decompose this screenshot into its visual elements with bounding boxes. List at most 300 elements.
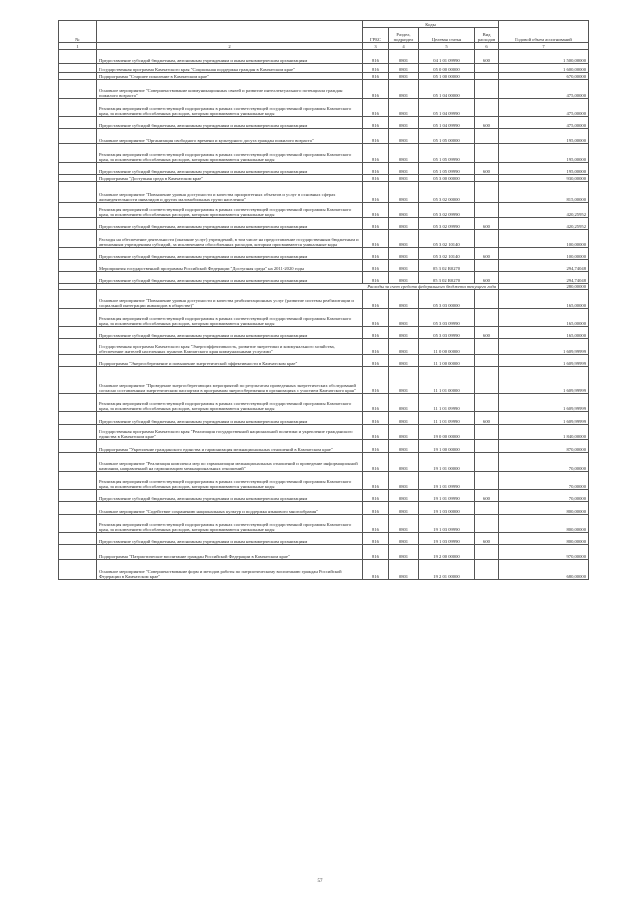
table-row bbox=[59, 533, 589, 545]
cell-razdel: 0801 bbox=[389, 99, 419, 117]
cell-num bbox=[59, 472, 97, 490]
cell-csr: 19 1 03 00000 bbox=[419, 502, 475, 515]
cell-csr: 05 3 02 10140 bbox=[419, 248, 475, 260]
table-row bbox=[59, 425, 589, 440]
cell-grbs: 816 bbox=[363, 490, 389, 502]
cell-sum: 1 500,00000 bbox=[499, 50, 589, 64]
cell-csr: 05 3 00 00000 bbox=[419, 175, 475, 182]
cell-sum: 100,00000 bbox=[499, 230, 589, 248]
cell-num bbox=[59, 175, 97, 182]
cell-csr: 05 1 05 09990 bbox=[419, 163, 475, 175]
cell-name: Предоставление субсидий бюджетным, автономным учреждениям и иным некоммерческим организациям bbox=[97, 248, 363, 260]
cell-name: Мероприятия государственной программы Российской Федерации "Доступная среда" на 2011-2020 годы bbox=[97, 260, 363, 272]
cell-grbs: 816 bbox=[363, 73, 389, 80]
cell-vr bbox=[475, 80, 499, 99]
cell-sum: 1 600,00000 bbox=[499, 64, 589, 73]
cell-num bbox=[59, 502, 97, 515]
cell-name: Предоставление субсидий бюджетным, автономным учреждениям и иным некоммерческим организациям bbox=[97, 117, 363, 129]
cell-sum: 165,00000 bbox=[499, 290, 589, 309]
cell-sum: 1 609,99999 bbox=[499, 339, 589, 355]
table-row bbox=[59, 339, 589, 355]
cell-sum: 195,00000 bbox=[499, 163, 589, 175]
cell-num bbox=[59, 515, 97, 533]
cell-grbs: 816 bbox=[363, 394, 389, 412]
cell-num bbox=[59, 327, 97, 339]
table-body bbox=[59, 50, 589, 580]
cell-num bbox=[59, 144, 97, 163]
header-row-1 bbox=[59, 21, 589, 28]
cell-num bbox=[59, 248, 97, 260]
cell-razdel: 0801 bbox=[389, 218, 419, 230]
table-row bbox=[59, 117, 589, 129]
cell-sum: 195,00000 bbox=[499, 129, 589, 144]
cell-csr: 19 1 01 09990 bbox=[419, 472, 475, 490]
cell-name: Основное мероприятие "Повышение уровня доступности и качества приоритетных объектов и услуг в основных сферах жизнедеятельности инвалидов и других маломобильных групп населения" bbox=[97, 182, 363, 203]
cell-csr: 05 3 02 00000 bbox=[419, 182, 475, 203]
table-row bbox=[59, 80, 589, 99]
header-razdel: Раздел, подраздел bbox=[389, 28, 419, 43]
cell-vr bbox=[475, 394, 499, 412]
cell-grbs: 816 bbox=[363, 472, 389, 490]
colnum: 7 bbox=[499, 43, 589, 50]
cell-razdel: 0801 bbox=[389, 182, 419, 203]
cell-grbs: 816 bbox=[363, 260, 389, 272]
cell-num bbox=[59, 367, 97, 394]
cell-razdel: 0801 bbox=[389, 175, 419, 182]
cell-razdel: 0801 bbox=[389, 290, 419, 309]
cell-razdel: 0801 bbox=[389, 472, 419, 490]
table-row bbox=[59, 290, 589, 309]
cell-grbs: 816 bbox=[363, 182, 389, 203]
cell-num bbox=[59, 129, 97, 144]
cell-grbs: 816 bbox=[363, 545, 389, 560]
cell-sum: 70,00000 bbox=[499, 472, 589, 490]
cell-grbs: 816 bbox=[363, 440, 389, 453]
cell-razdel: 0801 bbox=[389, 272, 419, 284]
table-row bbox=[59, 367, 589, 394]
cell-razdel: 0801 bbox=[389, 425, 419, 440]
cell-csr: 05 3 02 R0270 bbox=[419, 272, 475, 284]
cell-name: Основное мероприятие "Совершенствование форм и методов работы по патриотическому воспитанию граждан Российской Федерации в Камчатском крае" bbox=[97, 560, 363, 580]
cell-num bbox=[59, 218, 97, 230]
table-row bbox=[59, 175, 589, 182]
cell-csr: 19 1 00 00000 bbox=[419, 440, 475, 453]
cell-razdel: 0801 bbox=[389, 117, 419, 129]
cell-num bbox=[59, 309, 97, 327]
table-row bbox=[59, 230, 589, 248]
table-row bbox=[59, 309, 589, 327]
cell-num bbox=[59, 203, 97, 218]
cell-name: Предоставление субсидий бюджетным, автономным учреждениям и иным некоммерческим организациям bbox=[97, 218, 363, 230]
cell-grbs: 816 bbox=[363, 163, 389, 175]
cell-vr bbox=[475, 355, 499, 367]
cell-csr: 05 1 04 09990 bbox=[419, 117, 475, 129]
cell-num bbox=[59, 440, 97, 453]
cell-vr bbox=[475, 440, 499, 453]
cell-num bbox=[59, 560, 97, 580]
cell-csr: 05 3 03 09990 bbox=[419, 309, 475, 327]
table-row bbox=[59, 412, 589, 425]
cell-grbs: 816 bbox=[363, 175, 389, 182]
cell-sum: 70,00000 bbox=[499, 453, 589, 472]
cell-num bbox=[59, 533, 97, 545]
cell-num bbox=[59, 117, 97, 129]
cell-sum: 475,00000 bbox=[499, 99, 589, 117]
cell-vr: 600 bbox=[475, 412, 499, 425]
cell-num bbox=[59, 182, 97, 203]
cell-csr: 05 3 02 09990 bbox=[419, 203, 475, 218]
cell-csr: 19 2 01 00000 bbox=[419, 560, 475, 580]
header-grbs: ГРБС bbox=[363, 28, 389, 43]
cell-name: Подпрограмма "Доступная среда в Камчатском крае" bbox=[97, 175, 363, 182]
cell-num bbox=[59, 412, 97, 425]
cell-name: Расходы на обеспечение деятельности (оказание услуг) учреждений, в том числе на предоставление государственным бюджетным и автономным учреждениям субсидий, за исключением обособленных расходов, которым присваиваются уникальные коды bbox=[97, 230, 363, 248]
cell-vr bbox=[475, 309, 499, 327]
cell-razdel: 0801 bbox=[389, 355, 419, 367]
cell-razdel: 0801 bbox=[389, 50, 419, 64]
cell-grbs: 816 bbox=[363, 144, 389, 163]
cell-vr: 600 bbox=[475, 272, 499, 284]
header-codes: Коды bbox=[363, 21, 499, 28]
table-row bbox=[59, 64, 589, 73]
cell-name: Предоставление субсидий бюджетным, автономным учреждениям и иным некоммерческим организациям bbox=[97, 412, 363, 425]
cell-sum: 475,00000 bbox=[499, 80, 589, 99]
header-vr: Вид расходов bbox=[475, 28, 499, 43]
cell-razdel: 0801 bbox=[389, 440, 419, 453]
cell-name: Государственная программа Камчатского края "Реализация государственной национальной политики и укрепление гражданского единства в Камчатском крае" bbox=[97, 425, 363, 440]
cell-name: Основное мероприятие "Организация свободного времени и культурного досуга граждан пожилого возраста" bbox=[97, 129, 363, 144]
cell-vr: 600 bbox=[475, 50, 499, 64]
cell-name: Государственная программа Камчатского края "Энергоэффективность, развитие энергетики и коммунального хозяйства, обеспечение жителей населенных пунктов Камчатского края коммунальными услугами" bbox=[97, 339, 363, 355]
cell-csr: 04 1 01 09990 bbox=[419, 50, 475, 64]
cell-sum: 670,00000 bbox=[499, 73, 589, 80]
cell-name: Государственная программа Камчатского края "Социальная поддержка граждан в Камчатском крае" bbox=[97, 64, 363, 73]
cell-name: Основное мероприятие "Проведение энергосберегающих мероприятий по результатам проведенных энергетических обследований согласно составленным энергетическим паспортам в программам энергосбережения в организациях с участием Камчатского края" bbox=[97, 367, 363, 394]
cell-vr: 600 bbox=[475, 533, 499, 545]
cell-name: Реализация мероприятий соответствующей подпрограммы в рамках соответствующей государственной программы Камчатского края, за исключением обособленных расходов, которым присваиваются уникальные коды bbox=[97, 309, 363, 327]
cell-csr: 05 3 02 09990 bbox=[419, 218, 475, 230]
cell-vr bbox=[475, 64, 499, 73]
cell-csr: 05 3 02 10140 bbox=[419, 230, 475, 248]
cell-sum: 294,74048 bbox=[499, 260, 589, 272]
cell-num bbox=[59, 260, 97, 272]
cell-num bbox=[59, 355, 97, 367]
table-row bbox=[59, 453, 589, 472]
cell-vr bbox=[475, 73, 499, 80]
cell-razdel: 0801 bbox=[389, 80, 419, 99]
cell-name: Предоставление субсидий бюджетным, автономным учреждениям и иным некоммерческим организациям bbox=[97, 50, 363, 64]
cell-name: Основное мероприятие "Совершенствование коммуникационных связей и развитие интеллектуального потенциала граждан пожилого возраста" bbox=[97, 80, 363, 99]
cell-grbs: 816 bbox=[363, 515, 389, 533]
cell-vr bbox=[475, 425, 499, 440]
table-row bbox=[59, 129, 589, 144]
cell-name: Подпрограмма "Патриотическое воспитание граждан Российской Федерации в Камчатском крае" bbox=[97, 545, 363, 560]
cell-grbs: 816 bbox=[363, 50, 389, 64]
cell-csr: 11 1 01 00000 bbox=[419, 367, 475, 394]
cell-vr bbox=[475, 260, 499, 272]
table-row bbox=[59, 472, 589, 490]
cell-num bbox=[59, 290, 97, 309]
cell-name: Основное мероприятие "Повышение уровня доступности и качества реабилитационных услуг (развитие системы реабилитации и социальной интеграции инвалидов в обществе)" bbox=[97, 290, 363, 309]
cell-csr: 05 1 05 00000 bbox=[419, 129, 475, 144]
header-total: Годовой объем ассигнований bbox=[499, 21, 589, 43]
cell-sum: 420,25952 bbox=[499, 203, 589, 218]
cell-razdel: 0801 bbox=[389, 248, 419, 260]
cell-vr bbox=[475, 290, 499, 309]
cell-name: Подпрограмма "Старшее поколение в Камчатском крае" bbox=[97, 73, 363, 80]
table-row bbox=[59, 272, 589, 284]
table-row bbox=[59, 440, 589, 453]
cell-grbs: 816 bbox=[363, 412, 389, 425]
cell-sum: 800,00000 bbox=[499, 502, 589, 515]
cell-num bbox=[59, 425, 97, 440]
cell-grbs: 816 bbox=[363, 117, 389, 129]
cell-grbs: 816 bbox=[363, 64, 389, 73]
cell-grbs: 816 bbox=[363, 309, 389, 327]
cell-razdel: 0801 bbox=[389, 412, 419, 425]
cell-name: Предоставление субсидий бюджетным, автономным учреждениям и иным некоммерческим организациям bbox=[97, 327, 363, 339]
cell-sum: 680,00000 bbox=[499, 560, 589, 580]
cell-vr bbox=[475, 99, 499, 117]
table-row bbox=[59, 99, 589, 117]
cell-num bbox=[59, 490, 97, 502]
cell-csr: 05 1 00 00000 bbox=[419, 73, 475, 80]
cell-csr: 19 1 01 00000 bbox=[419, 453, 475, 472]
cell-razdel: 0801 bbox=[389, 309, 419, 327]
cell-csr: 19 2 00 00000 bbox=[419, 545, 475, 560]
cell-razdel: 0801 bbox=[389, 560, 419, 580]
cell-grbs: 816 bbox=[363, 560, 389, 580]
cell-vr bbox=[475, 175, 499, 182]
cell-vr bbox=[475, 182, 499, 203]
cell-num bbox=[59, 339, 97, 355]
cell-razdel: 0801 bbox=[389, 490, 419, 502]
cell-csr: 11 0 00 00000 bbox=[419, 339, 475, 355]
cell-razdel: 0801 bbox=[389, 144, 419, 163]
cell-razdel: 0801 bbox=[389, 129, 419, 144]
cell-sum: 870,00000 bbox=[499, 440, 589, 453]
cell-vr bbox=[475, 144, 499, 163]
table-row bbox=[59, 502, 589, 515]
cell-grbs: 816 bbox=[363, 290, 389, 309]
cell-csr: 11 1 00 00000 bbox=[419, 355, 475, 367]
cell-sum: 1 840,00000 bbox=[499, 425, 589, 440]
cell-num bbox=[59, 272, 97, 284]
cell-razdel: 0801 bbox=[389, 64, 419, 73]
cell-num bbox=[59, 453, 97, 472]
cell-num bbox=[59, 394, 97, 412]
table-row bbox=[59, 545, 589, 560]
cell-grbs: 816 bbox=[363, 99, 389, 117]
cell-vr bbox=[475, 203, 499, 218]
cell-grbs: 816 bbox=[363, 203, 389, 218]
cell-csr: 05 3 03 00000 bbox=[419, 290, 475, 309]
cell-csr: 05 0 00 00000 bbox=[419, 64, 475, 73]
colnum: 1 bbox=[59, 43, 97, 50]
cell-vr: 600 bbox=[475, 327, 499, 339]
cell-vr bbox=[475, 472, 499, 490]
cell-grbs: 816 bbox=[363, 355, 389, 367]
cell-grbs: 816 bbox=[363, 339, 389, 355]
cell-sum: 815,00000 bbox=[499, 182, 589, 203]
cell-num bbox=[59, 64, 97, 73]
cell-vr: 600 bbox=[475, 490, 499, 502]
page-number: 57 bbox=[317, 879, 323, 884]
cell-csr: 05 3 02 R0270 bbox=[419, 260, 475, 272]
cell-csr: 05 1 05 09990 bbox=[419, 144, 475, 163]
cell-name: Реализация мероприятий соответствующей подпрограммы в рамках соответствующей государственной программы Камчатского края, за исключением обособленных расходов, которым присваиваются уникальные коды bbox=[97, 99, 363, 117]
table-row bbox=[59, 50, 589, 64]
cell-num bbox=[59, 545, 97, 560]
cell-name: Основное мероприятие "Содействие сохранению национальных культур и поддержка языкового многообразия" bbox=[97, 502, 363, 515]
cell-note: Расходы за счет средств федерального бюджета текущего года bbox=[97, 284, 499, 290]
cell-csr: 19 1 01 09990 bbox=[419, 490, 475, 502]
cell-razdel: 0801 bbox=[389, 502, 419, 515]
colnum: 5 bbox=[419, 43, 475, 50]
cell-sum: 930,00000 bbox=[499, 175, 589, 182]
table-row bbox=[59, 394, 589, 412]
cell-csr: 05 1 04 09990 bbox=[419, 99, 475, 117]
cell-sum: 294,74048 bbox=[499, 272, 589, 284]
table-row bbox=[59, 248, 589, 260]
cell-razdel: 0801 bbox=[389, 515, 419, 533]
cell-csr: 19 1 03 09990 bbox=[419, 515, 475, 533]
cell-grbs: 816 bbox=[363, 129, 389, 144]
table-row bbox=[59, 182, 589, 203]
cell-razdel: 0801 bbox=[389, 367, 419, 394]
table-row bbox=[59, 163, 589, 175]
cell-vr: 600 bbox=[475, 163, 499, 175]
cell-sum: 280,00000 bbox=[499, 284, 589, 290]
cell-name: Реализация мероприятий соответствующей подпрограммы в рамках соответствующей государственной программы Камчатского края, за исключением обособленных расходов, которым присваиваются уникальные коды bbox=[97, 394, 363, 412]
cell-num bbox=[59, 163, 97, 175]
cell-grbs: 816 bbox=[363, 80, 389, 99]
cell-sum: 100,00000 bbox=[499, 248, 589, 260]
cell-vr bbox=[475, 367, 499, 394]
cell-razdel: 0801 bbox=[389, 260, 419, 272]
cell-name: Реализация мероприятий соответствующей подпрограммы в рамках соответствующей государственной программы Камчатского края, за исключением обособленных расходов, которым присваиваются уникальные коды bbox=[97, 515, 363, 533]
cell-name: Предоставление субсидий бюджетным, автономным учреждениям и иным некоммерческим организациям bbox=[97, 490, 363, 502]
cell-name: Предоставление субсидий бюджетным, автономным учреждениям и иным некоммерческим организациям bbox=[97, 272, 363, 284]
cell-num bbox=[59, 99, 97, 117]
cell-name: Реализация мероприятий соответствующей подпрограммы в рамках соответствующей государственной программы Камчатского края, за исключением обособленных расходов, которым присваиваются уникальные коды bbox=[97, 203, 363, 218]
cell-vr: 600 bbox=[475, 248, 499, 260]
cell-razdel: 0801 bbox=[389, 327, 419, 339]
table-row bbox=[59, 260, 589, 272]
cell-razdel: 0801 bbox=[389, 453, 419, 472]
cell-grbs: 816 bbox=[363, 272, 389, 284]
cell-vr bbox=[475, 453, 499, 472]
cell-sum: 1 609,99999 bbox=[499, 412, 589, 425]
table-row bbox=[59, 203, 589, 218]
header-name bbox=[97, 21, 363, 43]
cell-sum: 420,25952 bbox=[499, 218, 589, 230]
cell-sum: 165,00000 bbox=[499, 309, 589, 327]
cell-vr: 600 bbox=[475, 117, 499, 129]
cell-grbs: 816 bbox=[363, 453, 389, 472]
cell-sum: 800,00000 bbox=[499, 515, 589, 533]
cell-vr bbox=[475, 129, 499, 144]
cell-grbs: 816 bbox=[363, 230, 389, 248]
cell-num bbox=[59, 50, 97, 64]
cell-vr bbox=[475, 545, 499, 560]
cell-grbs: 816 bbox=[363, 248, 389, 260]
cell-grbs: 816 bbox=[363, 367, 389, 394]
table-row bbox=[59, 490, 589, 502]
cell-name: Предоставление субсидий бюджетным, автономным учреждениям и иным некоммерческим организациям bbox=[97, 163, 363, 175]
cell-csr: 05 1 04 00000 bbox=[419, 80, 475, 99]
cell-vr: 600 bbox=[475, 218, 499, 230]
cell-name: Предоставление субсидий бюджетным, автономным учреждениям и иным некоммерческим организациям bbox=[97, 533, 363, 545]
cell-num bbox=[59, 80, 97, 99]
cell-vr bbox=[475, 515, 499, 533]
cell-razdel: 0801 bbox=[389, 339, 419, 355]
cell-name: Подпрограмма "Укрепление гражданского единства и гармонизация межнациональных отношений в Камчатском крае" bbox=[97, 440, 363, 453]
cell-sum: 195,00000 bbox=[499, 144, 589, 163]
header-csr: Целевая статья bbox=[419, 28, 475, 43]
cell-grbs: 816 bbox=[363, 425, 389, 440]
table-row bbox=[59, 560, 589, 580]
cell-sum: 970,00000 bbox=[499, 545, 589, 560]
cell-num bbox=[59, 73, 97, 80]
cell-name: Реализация мероприятий соответствующей подпрограммы в рамках соответствующей государственной программы Камчатского края, за исключением обособленных расходов, которым присваиваются уникальные коды bbox=[97, 144, 363, 163]
cell-razdel: 0801 bbox=[389, 163, 419, 175]
cell-sum: 165,00000 bbox=[499, 327, 589, 339]
cell-razdel: 0801 bbox=[389, 73, 419, 80]
header-num: № bbox=[59, 21, 97, 43]
cell-razdel: 0801 bbox=[389, 545, 419, 560]
cell-razdel: 0801 bbox=[389, 230, 419, 248]
table-row bbox=[59, 515, 589, 533]
cell-sum: 1 609,99999 bbox=[499, 394, 589, 412]
cell-grbs: 816 bbox=[363, 218, 389, 230]
colnum: 3 bbox=[363, 43, 389, 50]
cell-csr: 19 0 00 00000 bbox=[419, 425, 475, 440]
cell-grbs: 816 bbox=[363, 327, 389, 339]
cell-vr bbox=[475, 339, 499, 355]
table-row bbox=[59, 73, 589, 80]
cell-vr bbox=[475, 502, 499, 515]
cell-name: Подпрограмма "Энергосбережение и повышение энергетической эффективности в Камчатском крае" bbox=[97, 355, 363, 367]
table-row bbox=[59, 355, 589, 367]
table-row bbox=[59, 218, 589, 230]
cell-razdel: 0801 bbox=[389, 394, 419, 412]
cell-sum: 70,00000 bbox=[499, 490, 589, 502]
cell-num bbox=[59, 230, 97, 248]
table-row bbox=[59, 327, 589, 339]
cell-name: Основное мероприятие "Реализация комплекса мер по гармонизации межнациональных отношений и проведение информационной кампании, направленной на гармонизацию межнациональных отношений" bbox=[97, 453, 363, 472]
colnum: 4 bbox=[389, 43, 419, 50]
colnum: 6 bbox=[475, 43, 499, 50]
cell-csr: 11 1 01 09990 bbox=[419, 394, 475, 412]
cell-csr: 11 1 01 09990 bbox=[419, 412, 475, 425]
cell-grbs: 816 bbox=[363, 533, 389, 545]
cell-name: Реализация мероприятий соответствующей подпрограммы в рамках соответствующей государственной программы Камчатского края, за исключением обособленных расходов, которым присваиваются уникальные коды bbox=[97, 472, 363, 490]
cell-csr: 19 1 03 09990 bbox=[419, 533, 475, 545]
cell-vr bbox=[475, 230, 499, 248]
cell-sum: 800,00000 bbox=[499, 533, 589, 545]
cell-sum: 1 609,99999 bbox=[499, 367, 589, 394]
cell-grbs: 816 bbox=[363, 502, 389, 515]
column-number-row bbox=[59, 43, 589, 50]
cell-sum: 1 609,99999 bbox=[499, 355, 589, 367]
cell-razdel: 0801 bbox=[389, 533, 419, 545]
cell-razdel: 0801 bbox=[389, 203, 419, 218]
table-row bbox=[59, 144, 589, 163]
budget-table bbox=[58, 20, 589, 580]
cell-csr: 05 3 03 09990 bbox=[419, 327, 475, 339]
cell-sum: 475,00000 bbox=[499, 117, 589, 129]
